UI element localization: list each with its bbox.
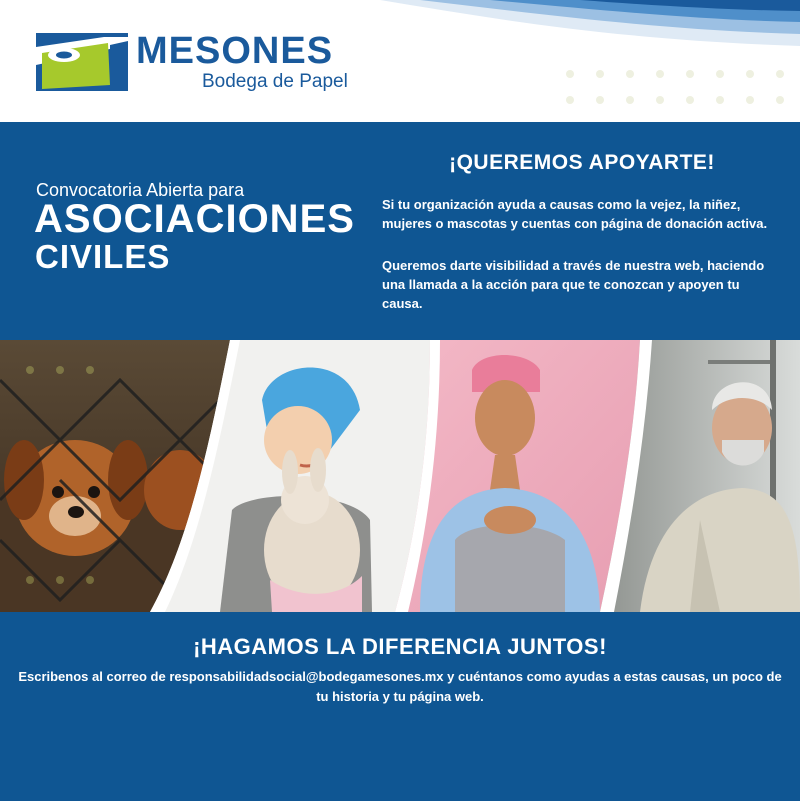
photo-strip — [0, 340, 800, 612]
woman-photo — [395, 340, 640, 612]
support-paragraph-1: Si tu organización ayuda a causas como la vejez, la niñez, mujeres o mascotas y cuentas con página de donación activa. — [382, 197, 768, 231]
decorative-waves — [380, 0, 800, 122]
brand-tagline: Bodega de Papel — [202, 71, 348, 92]
contact-email-link[interactable]: responsabilidadsocial@bodegamesones.mx — [169, 669, 444, 684]
hero-title-line1: ASOCIACIONES — [34, 197, 355, 241]
cta-section — [0, 612, 800, 801]
hero-title-line2: CIVILES — [35, 238, 171, 275]
brand-logo[interactable] — [36, 31, 356, 93]
logo-mark-icon — [36, 33, 128, 91]
support-heading: ¡QUEREMOS APOYARTE! — [449, 151, 715, 174]
intro-section — [0, 122, 800, 340]
cta-text-after: y cuéntanos como ayudas a estas causas, un poco de tu historia y tu página web. — [316, 669, 782, 704]
header — [0, 0, 800, 122]
cta-text-before: Escribenos al correo de — [18, 669, 170, 684]
cta-heading: ¡HAGAMOS LA DIFERENCIA JUNTOS! — [193, 634, 607, 659]
hero-subtitle: Convocatoria Abierta para — [36, 180, 245, 200]
cta-text — [12, 667, 788, 707]
support-paragraph-2: Queremos darte visibilidad a través de nuestra web, haciendo una llamada a la acción para que te conozcan y apoyen tu causa. — [382, 258, 765, 311]
brand-name: MESONES — [136, 30, 334, 72]
